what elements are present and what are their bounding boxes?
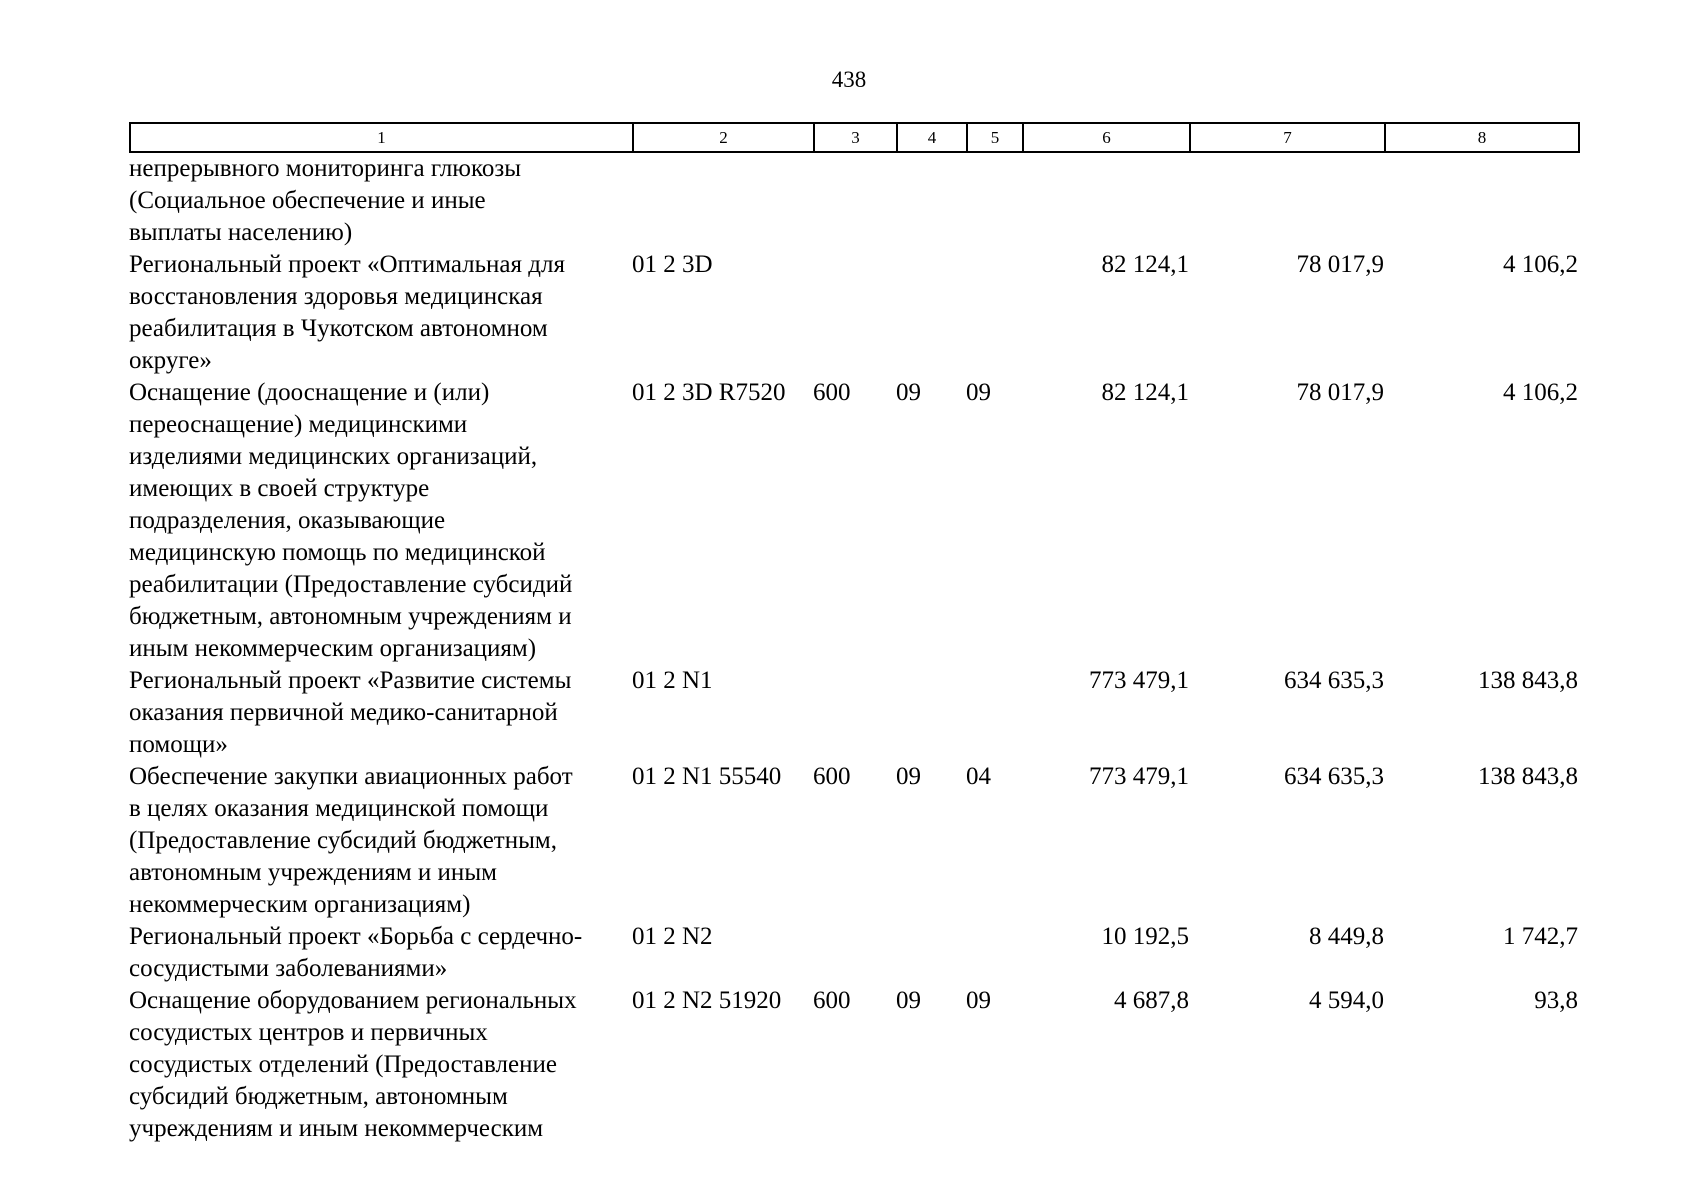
header-col-5: 5 xyxy=(967,123,1023,152)
row-regional: 4 106,2 xyxy=(1503,251,1578,278)
header-col-2: 2 xyxy=(633,123,814,152)
row-federal: 78 017,9 xyxy=(1296,251,1384,278)
row-rz xyxy=(896,153,966,249)
row-rz xyxy=(896,921,966,985)
row-regional: 93,8 xyxy=(1534,987,1578,1014)
header-col-8: 8 xyxy=(1385,123,1579,152)
row-name: Региональный проект «Борьба с сердечно- сосудистыми заболеваниями» xyxy=(129,923,583,982)
row-code: 01 2 3D R7520 xyxy=(632,379,786,406)
column-number-header xyxy=(129,122,1580,153)
row-pr xyxy=(966,665,1022,761)
row-federal: 8 449,8 xyxy=(1309,923,1384,950)
header-col-3: 3 xyxy=(814,123,897,152)
budget-table xyxy=(129,153,1578,1145)
row-total: 4 687,8 xyxy=(1114,987,1189,1014)
row-vr xyxy=(813,249,896,377)
table-row xyxy=(129,985,1578,1145)
row-name: непрерывного мониторинга глюкозы (Социальное обеспечение и иные выплаты населению) xyxy=(129,155,522,246)
row-code: 01 2 N2 51920 xyxy=(632,987,782,1014)
page-number: 438 xyxy=(831,67,867,92)
row-total: 773 479,1 xyxy=(1089,763,1189,790)
row-total: 82 124,1 xyxy=(1101,251,1189,278)
row-vr: 600 xyxy=(813,763,851,790)
header-col-4: 4 xyxy=(897,123,967,152)
row-pr: 04 xyxy=(966,763,991,790)
row-total xyxy=(1022,153,1189,249)
row-rz xyxy=(896,249,966,377)
row-federal: 634 635,3 xyxy=(1284,667,1384,694)
row-vr xyxy=(813,665,896,761)
row-total: 10 192,5 xyxy=(1101,923,1189,950)
header-col-7: 7 xyxy=(1190,123,1385,152)
row-regional: 1 742,7 xyxy=(1503,923,1578,950)
row-regional xyxy=(1384,153,1578,249)
row-code: 01 2 N1 55540 xyxy=(632,763,782,790)
row-total: 773 479,1 xyxy=(1089,667,1189,694)
table-row xyxy=(129,249,1578,377)
table-row xyxy=(129,153,1578,249)
row-pr xyxy=(966,921,1022,985)
row-regional: 4 106,2 xyxy=(1503,379,1578,406)
row-pr xyxy=(966,153,1022,249)
row-pr: 09 xyxy=(966,379,991,406)
table-row xyxy=(129,665,1578,761)
row-code xyxy=(632,153,813,249)
table-row xyxy=(129,377,1578,665)
row-total: 82 124,1 xyxy=(1101,379,1189,406)
row-rz: 09 xyxy=(896,379,921,406)
row-federal: 4 594,0 xyxy=(1309,987,1384,1014)
row-federal xyxy=(1189,153,1384,249)
row-code: 01 2 N1 xyxy=(632,667,713,694)
row-regional: 138 843,8 xyxy=(1478,763,1578,790)
header-col-6: 6 xyxy=(1023,123,1190,152)
row-vr xyxy=(813,153,896,249)
row-regional: 138 843,8 xyxy=(1478,667,1578,694)
row-rz xyxy=(896,665,966,761)
row-code: 01 2 N2 xyxy=(632,923,713,950)
row-vr: 600 xyxy=(813,987,851,1014)
table-row xyxy=(129,761,1578,921)
row-name: Обеспечение закупки авиационных работ в целях оказания медицинской помощи (Предоставление субсидий бюджетным, автономным учреждениям и иным некоммерческим организациям) xyxy=(129,763,573,918)
row-name: Региональный проект «Развитие системы оказания первичной медико-санитарной помощи» xyxy=(129,667,572,758)
row-rz: 09 xyxy=(896,763,921,790)
row-name: Оснащение (дооснащение и (или) переоснащение) медицинскими изделиями медицинских организаций, имеющих в своей структуре подразделения, оказывающие медицинскую помощь по медицинской реабилитации (Предоставление субсидий бюджетным, автономным учреждениям и иным некоммерческим организациям) xyxy=(129,379,573,662)
header-col-1: 1 xyxy=(130,123,633,152)
row-vr xyxy=(813,921,896,985)
row-federal: 78 017,9 xyxy=(1296,379,1384,406)
row-pr: 09 xyxy=(966,987,991,1014)
row-vr: 600 xyxy=(813,379,851,406)
row-code: 01 2 3D xyxy=(632,251,713,278)
row-federal: 634 635,3 xyxy=(1284,763,1384,790)
row-rz: 09 xyxy=(896,987,921,1014)
row-pr xyxy=(966,249,1022,377)
row-name: Региональный проект «Оптимальная для восстановления здоровья медицинская реабилитация в Чукотском автономном округе» xyxy=(129,251,565,374)
row-name: Оснащение оборудованием региональных сосудистых центров и первичных сосудистых отделений (Предоставление субсидий бюджетным, автономным учреждениям и иным некоммерческим xyxy=(129,987,577,1142)
table-row xyxy=(129,921,1578,985)
